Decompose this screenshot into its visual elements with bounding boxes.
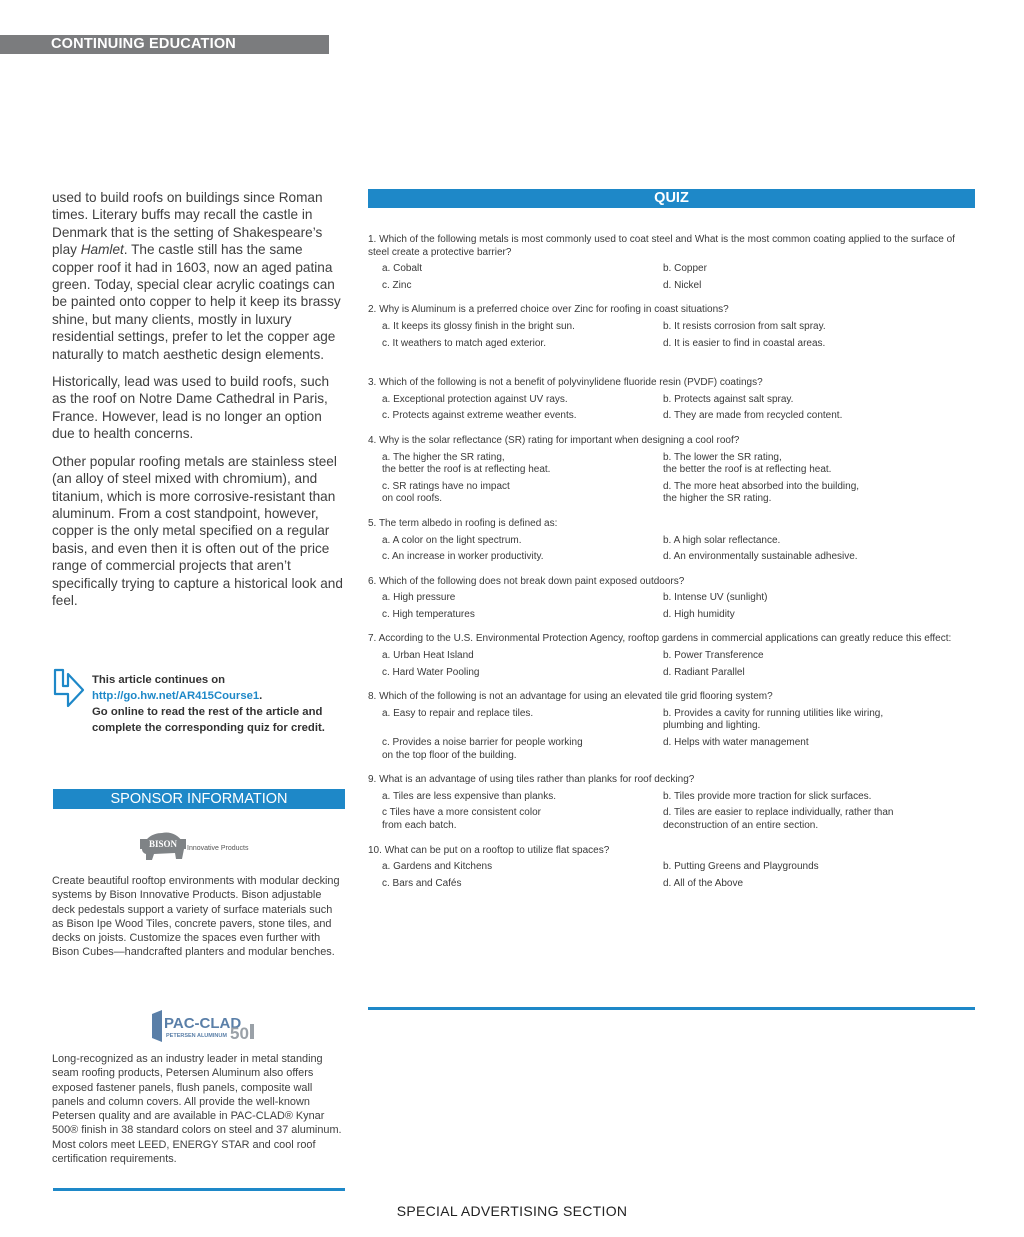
article-continues — [52, 668, 347, 738]
answer-option[interactable]: b. Tiles provide more traction for slick surfaces. — [663, 790, 872, 802]
answer-option[interactable]: c. Hard Water Pooling — [382, 666, 480, 678]
quiz-question — [368, 377, 975, 423]
answer-option[interactable]: c. SR ratings have no impact on cool roofs. — [382, 480, 510, 505]
answer-option[interactable]: a. Tiles are less expensive than planks. — [382, 790, 556, 802]
quiz-question — [368, 774, 975, 832]
article-body — [52, 189, 347, 619]
quiz-question — [368, 435, 975, 506]
question-number: 9. — [368, 774, 377, 786]
answer-option[interactable]: a. Urban Heat Island — [382, 650, 474, 662]
answer-option[interactable]: d. Helps with water management — [663, 737, 809, 749]
answer-option[interactable]: c. Bars and Cafés — [382, 877, 462, 889]
answer-option[interactable]: d. Tiles are easier to replace individually, rather than deconstruction of an entire section. — [663, 807, 894, 831]
question-number: 1. — [368, 234, 377, 245]
quiz-list — [368, 234, 975, 894]
right-divider — [368, 1007, 975, 1010]
quiz-question — [368, 518, 975, 564]
svg-text:50: 50 — [230, 1024, 249, 1043]
answer-option[interactable]: d. An environmentally sustainable adhesive. — [663, 551, 858, 563]
question-text — [368, 691, 975, 704]
question-text — [368, 304, 975, 317]
continues-text — [92, 672, 325, 736]
pac-clad-logo — [150, 1008, 260, 1044]
question-number: 2. — [368, 304, 377, 316]
question-body: What can be put on a rooftop to utilize flat spaces? — [384, 844, 610, 856]
answer-option[interactable]: c. Provides a noise barrier for people working on the top floor of the building. — [382, 737, 583, 761]
answer-option[interactable]: a. Easy to repair and replace tiles. — [382, 707, 534, 719]
body-paragraph-2: Historically, lead was used to build roofs, such as the roof on Notre Dame Cathedral in Paris, France. However, lead is no longer an option due to health concerns. — [52, 374, 330, 442]
question-number: 6. — [368, 575, 377, 587]
quiz-question — [368, 576, 975, 622]
continues-link-line — [92, 688, 325, 704]
answer-option[interactable]: d. The more heat absorbed into the building, the higher the SR rating. — [663, 480, 860, 505]
question-number: 10. — [368, 844, 382, 856]
question-number: 5. — [368, 517, 377, 529]
answer-option[interactable]: d. High humidity — [663, 608, 735, 620]
svg-text:BISON: BISON — [148, 839, 178, 849]
question-text — [368, 633, 975, 646]
answer-option[interactable]: c Tiles have a more consistent color from each batch. — [382, 807, 541, 831]
answer-option[interactable]: b. A high solar reflectance. — [663, 534, 781, 546]
continues-line: Go online to read the rest of the article and — [92, 706, 323, 718]
answer-option[interactable]: a. It keeps its glossy finish in the bright sun. — [382, 320, 575, 332]
answer-option[interactable]: d. Nickel — [663, 279, 702, 291]
answer-option[interactable]: a. Gardens and Kitchens — [382, 861, 493, 873]
question-body: Why is the solar reflectance (SR) rating for important when designing a cool roof? — [379, 434, 740, 446]
svg-text:PAC-CLAD: PAC-CLAD — [164, 1015, 242, 1032]
answer-option[interactable]: c. Protects against extreme weather events. — [382, 410, 577, 422]
question-body: Why is Aluminum is a preferred choice over Zinc for roofing in coast situations? — [379, 304, 729, 316]
link-suffix: . — [259, 690, 263, 702]
sponsor-heading: SPONSOR INFORMATION — [53, 789, 345, 809]
body-paragraph-1: used to build roofs on buildings since Roman times. Literary buffs may recall the castle in Denmark that is the setting of Shakespeare’s play Hamlet. The castle still has the same copper roof it had in 1603, now an aged patina green. Today, special clear acrylic coatings can be painted onto copper to help it keep its brassy shine, but many clients, mostly in luxury residential settings, prefer to let the copper age naturally to match aesthetic design elements. — [52, 190, 341, 362]
answer-option[interactable]: b. Copper — [663, 263, 707, 275]
answer-option[interactable]: d. All of the Above — [663, 877, 744, 889]
answer-option[interactable]: b. Power Transference — [663, 650, 764, 662]
question-number: 3. — [368, 377, 377, 389]
section-header: CONTINUING EDUCATION — [0, 35, 329, 54]
continues-line: This article continues on — [92, 674, 226, 686]
question-body: The term albedo in roofing is defined as: — [378, 517, 558, 529]
footer-label: SPECIAL ADVERTISING SECTION — [396, 1203, 628, 1219]
hamlet-title: Hamlet — [80, 242, 124, 258]
answer-option[interactable]: d. Radiant Parallel — [663, 666, 745, 678]
question-number: 4. — [368, 434, 377, 446]
answer-option[interactable]: b. Protects against salt spray. — [663, 393, 794, 405]
answer-option[interactable]: a. High pressure — [382, 592, 456, 604]
answer-option[interactable]: c. Zinc — [382, 279, 412, 291]
question-text — [368, 234, 975, 259]
answer-option[interactable]: a. A color on the light spectrum. — [382, 534, 522, 546]
answer-option[interactable]: a. Exceptional protection against UV rays. — [382, 393, 568, 405]
answer-option[interactable]: b. Putting Greens and Playgrounds — [663, 861, 819, 873]
svg-text:PETERSEN ALUMINUM: PETERSEN ALUMINUM — [166, 1033, 227, 1039]
answer-option[interactable]: c. It weathers to match aged exterior. — [382, 337, 546, 349]
bison-logo — [140, 827, 260, 863]
answer-option[interactable]: c. High temperatures — [382, 608, 475, 620]
question-body: Which of the following is not a benefit of polyvinylidene fluoride resin (PVDF) coatings? — [379, 377, 763, 389]
answer-option[interactable]: c. An increase in worker productivity. — [382, 551, 544, 563]
arrow-right-icon — [52, 668, 86, 710]
answer-option[interactable]: b. It resists corrosion from salt spray. — [663, 320, 826, 332]
answer-option[interactable]: d. It is easier to find in coastal areas. — [663, 337, 826, 349]
answer-option[interactable]: b. The lower the SR rating, the better the roof is at reflecting heat. — [663, 451, 832, 476]
answer-option[interactable]: a. Cobalt — [382, 263, 423, 275]
question-number: 7. — [368, 633, 377, 645]
question-text — [368, 576, 975, 589]
quiz-question — [368, 234, 975, 292]
question-text — [368, 518, 975, 531]
question-text — [368, 435, 975, 448]
article-link[interactable]: http://go.hw.net/AR415Course1 — [92, 690, 260, 702]
question-text — [368, 774, 975, 787]
question-body: According to the U.S. Environmental Protection Agency, rooftop gardens in commercial applications can greatly reduce this effect: — [378, 633, 952, 645]
quiz-question — [368, 304, 975, 350]
left-divider — [53, 1188, 345, 1191]
question-body: Which of the following is not an advantage for using an elevated tile grid flooring system? — [379, 691, 773, 703]
question-text — [368, 845, 975, 858]
bison-description: Create beautiful rooftop environments with modular decking systems by Bison Innovative Products. Bison adjustable deck pedestals support a variety of surface materials such as Bison Ipe Wood Tiles, concrete pavers, stone tiles, and decks on joists. Customize the spaces even further with Bison Cubes—handcrafted planters and modular benches. — [52, 875, 340, 959]
quiz-heading: QUIZ — [368, 189, 975, 208]
quiz-question — [368, 633, 975, 679]
quiz-question — [368, 845, 975, 891]
answer-option[interactable]: b. Intense UV (sunlight) — [663, 592, 768, 604]
svg-text:Innovative Products: Innovative Products — [187, 845, 249, 852]
question-number: 8. — [368, 691, 377, 703]
question-body: What is an advantage of using tiles rather than planks for roof decking? — [379, 774, 695, 786]
answer-option[interactable]: a. The higher the SR rating, the better the roof is at reflecting heat. — [382, 451, 551, 476]
question-body: Which of the following does not break down paint exposed outdoors? — [379, 575, 685, 587]
question-text — [368, 377, 975, 390]
pac-clad-description: Long-recognized as an industry leader in metal standing seam roofing products, Petersen Aluminum also offers exposed fastener panels, flush panels, composite wall panels and column covers. All provide the well-known Petersen quality and are available in PAC-CLAD® Kynar 500® finish in 38 standard colors on steel and 37 aluminum. Most colors meet LEED, ENERGY STAR and cool roof certification requirements. — [52, 1053, 342, 1166]
body-paragraph-3: Other popular roofing metals are stainless steel (an alloy of steel mixed with chromium), and titanium, which is more corrosive-resistant than aluminum. From a cost standpoint, however, copper is the only metal specified on a regular basis, and even then it is often out of the price range of commercial projects that aren’t specifically trying to capture a historical look and feel. — [52, 453, 343, 608]
continues-line: complete the corresponding quiz for credit. — [92, 722, 325, 734]
question-body: Which of the following metals is most commonly used to coat steel and What is the most common coating applied to the surface of steel create a protective barrier? — [368, 234, 955, 258]
answer-option[interactable]: b. Provides a cavity for running utilities like wiring, plumbing and lighting. — [663, 707, 884, 732]
answer-option[interactable]: d. They are made from recycled content. — [663, 410, 843, 422]
quiz-question — [368, 691, 975, 762]
